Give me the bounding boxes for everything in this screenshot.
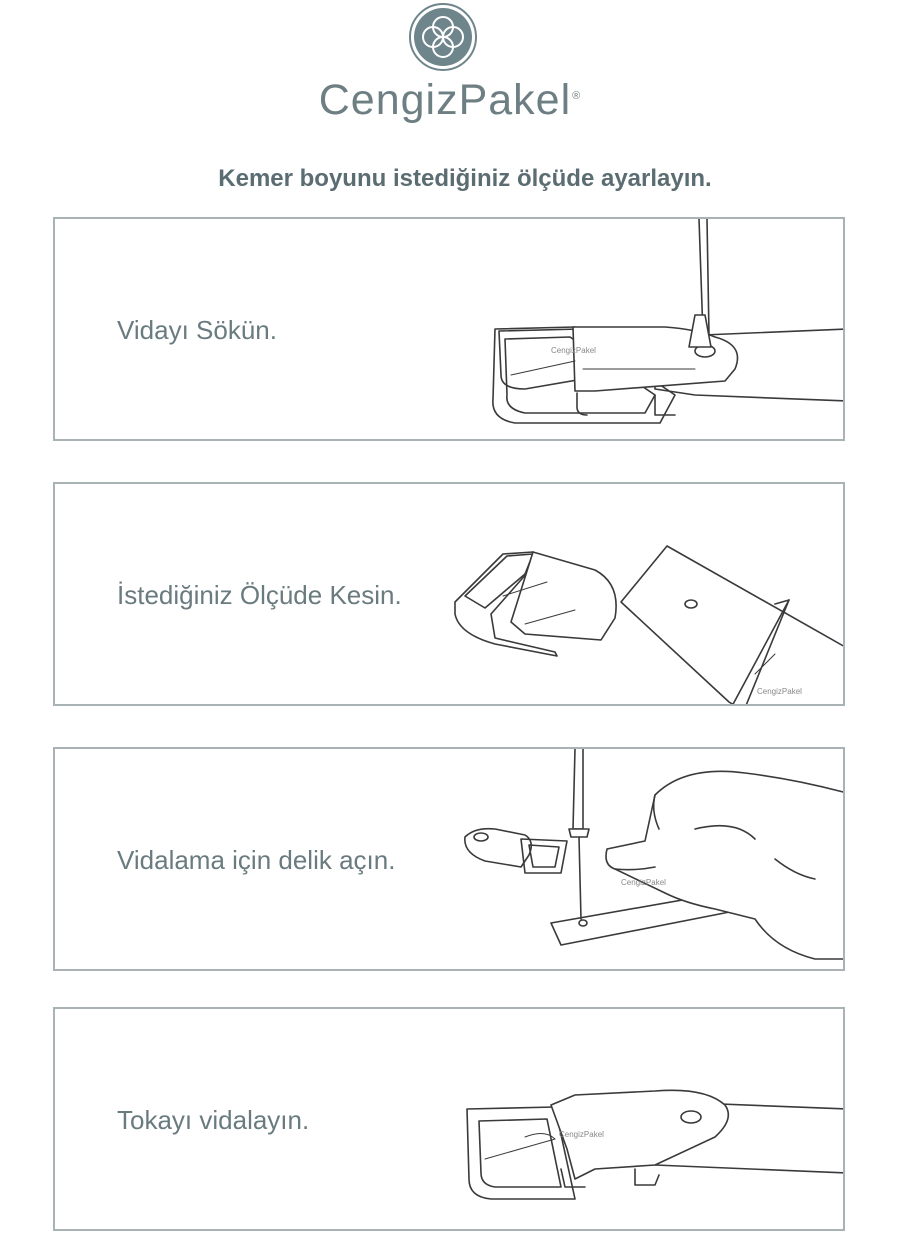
unscrew-illustration	[55, 219, 845, 441]
step-label: Tokayı vidalayın.	[117, 1105, 310, 1135]
drill-illustration	[55, 749, 845, 971]
svg-text:CengizPakel: CengizPakel	[551, 346, 596, 355]
page-title: Kemer boyunu istediğiniz ölçüde ayarlayın.	[218, 165, 712, 192]
brand-wordmark: CengizPakel®	[318, 76, 582, 124]
step-label: Vidayı Sökün.	[117, 315, 277, 345]
screw-illustration	[55, 1009, 845, 1231]
step-panel-unscrew	[53, 217, 845, 441]
step-panel-cut	[53, 482, 845, 706]
step-panel-drill	[53, 747, 845, 971]
step-label: İstediğiniz Ölçüde Kesin.	[117, 580, 402, 610]
svg-text:CengizPakel: CengizPakel	[559, 1130, 604, 1139]
brand-emblem-icon	[408, 2, 478, 72]
svg-text:CengizPakel: CengizPakel	[757, 687, 802, 696]
svg-text:CengizPakel: CengizPakel	[621, 878, 666, 887]
cut-illustration	[55, 484, 845, 706]
step-panel-screw	[53, 1007, 845, 1231]
step-label: Vidalama için delik açın.	[117, 845, 396, 875]
